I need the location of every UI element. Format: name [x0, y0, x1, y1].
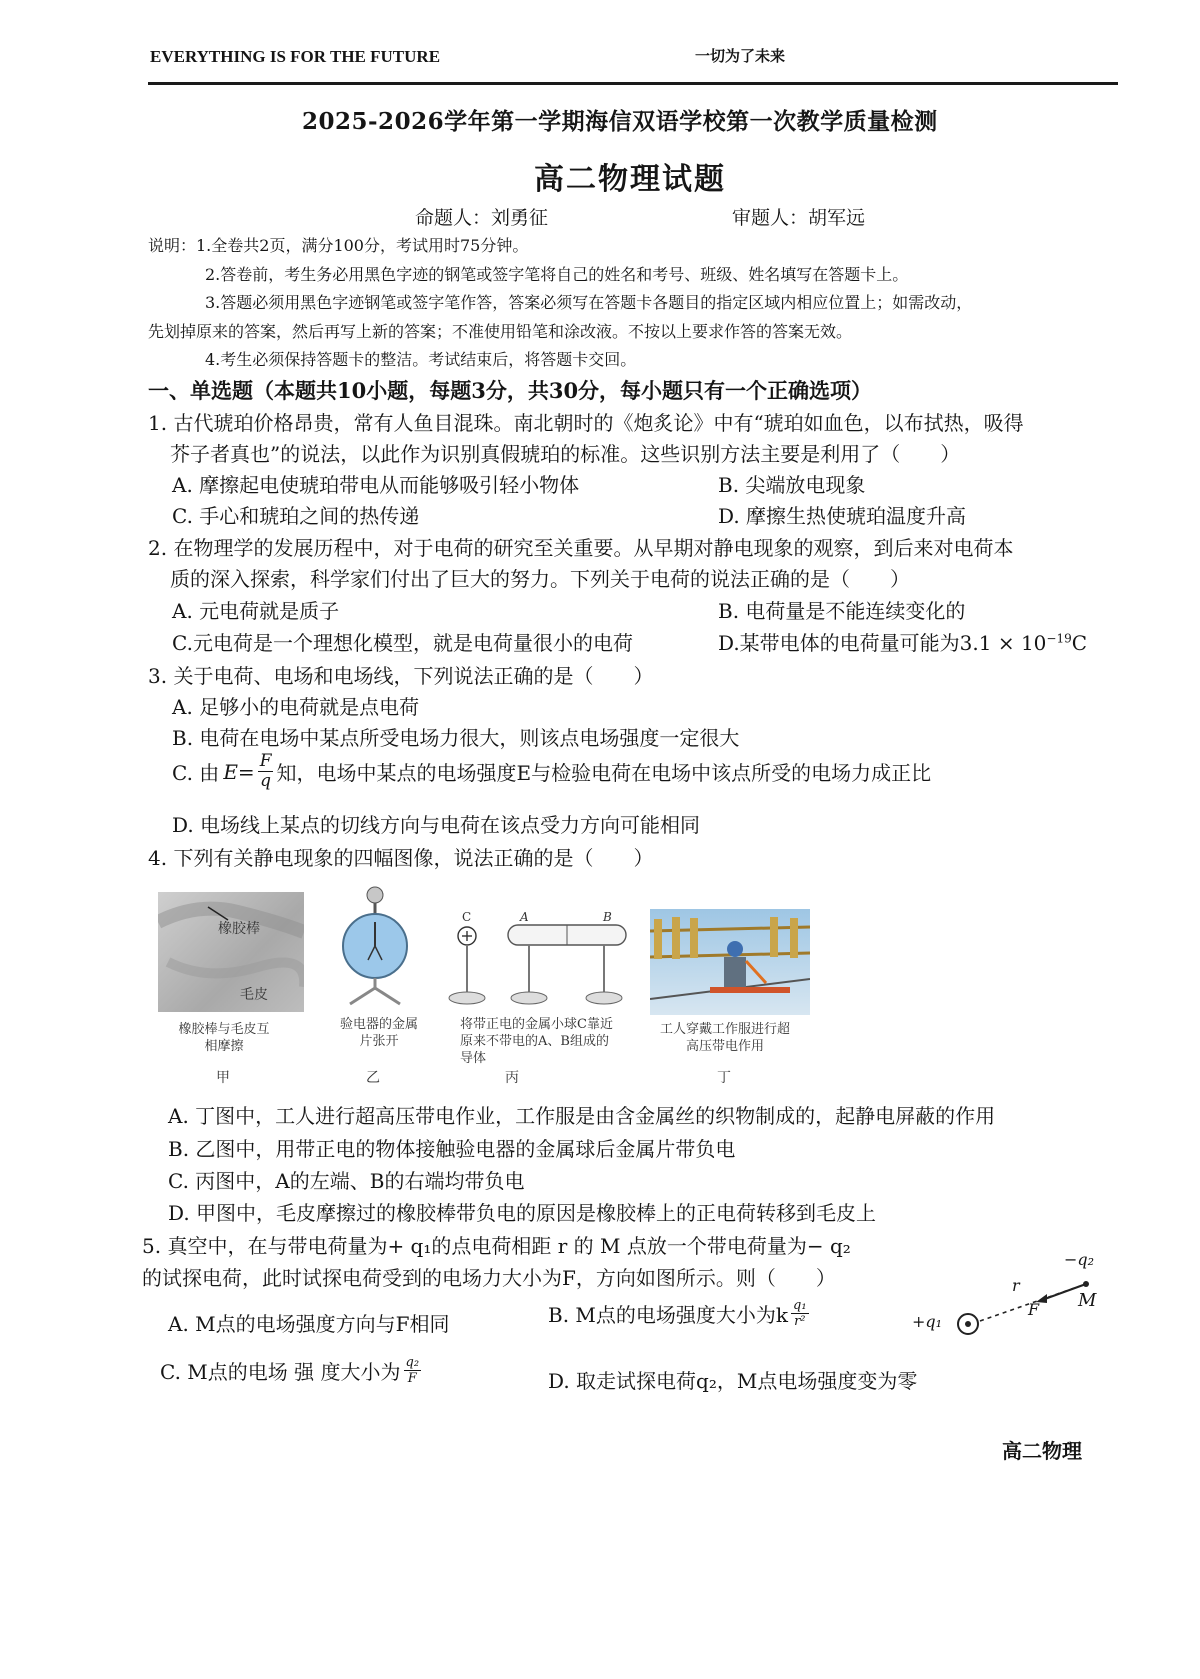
q1-option-d: D. 摩擦生热使琥珀温度升高	[718, 504, 967, 528]
q3-stem: 3. 关于电荷、电场和电场线，下列说法正确的是（ ）	[148, 664, 654, 688]
q2-option-b: B. 电荷量是不能连续变化的	[718, 599, 966, 623]
exam-subject: 高二物理试题	[534, 162, 726, 197]
figure-jia-caption: 橡胶棒与毛皮互相摩擦	[178, 1022, 270, 1054]
figure-jia-tag: 甲	[216, 1070, 230, 1086]
q3-option-a: A. 足够小的电荷就是点电荷	[172, 695, 420, 719]
note-4: 4.考生必须保持答题卡的整洁。考试结束后，将答题卡交回。	[205, 350, 637, 369]
fig-bing-label-b: B	[603, 910, 612, 924]
q4-option-a: A. 丁图中，工人进行超高压带电作业，工作服是由含金属丝的织物制成的，起静电屏蔽的作用	[168, 1104, 996, 1128]
figure-bing-caption: 将带正电的金属小球C靠近原来不带电的A、B组成的导体	[460, 1017, 613, 1066]
q5-option-a: A. M点的电场强度方向与F相同	[168, 1312, 450, 1336]
figure-bing-tag: 丙	[505, 1070, 519, 1086]
q2-stem-line2: 质的深入探索，科学家们付出了巨大的努力。下列关于电荷的说法正确的是（ ）	[170, 567, 910, 591]
q5-stem-line2: 的试探电荷，此时试探电荷受到的电场力大小为F，方向如图所示。则（ ）	[142, 1266, 836, 1290]
note-1: 说明：1.全卷共2页，满分100分，考试用时75分钟。	[148, 236, 529, 255]
q5-option-b: B. M点的电场强度大小为k $\frac{\text{q₁}}{\text{r²}}$	[548, 1298, 807, 1329]
figure-bing-conductor	[444, 912, 634, 1010]
q1-stem-line2: 芥子者真也”的说法，以此作为识别真假琥珀的标准。这些识别方法主要是利用了（ ）	[170, 442, 961, 466]
q5-fig-label-f: F	[1028, 1300, 1040, 1319]
figure-yi-electroscope	[332, 884, 422, 1008]
figure-ding-tag: 丁	[717, 1070, 731, 1086]
q3-formula-fraction: $\frac{F}{q}$	[259, 751, 272, 791]
fur-rod-illustration	[158, 892, 304, 1012]
figure-ding-photo	[650, 909, 810, 1015]
q1-option-a: A. 摩擦起电使琥珀带电从而能够吸引轻小物体	[172, 473, 580, 497]
q5-c-fraction: $\frac{\text{q₂}}{F}$	[405, 1355, 420, 1386]
q4-stem: 4. 下列有关静电现象的四幅图像，说法正确的是（ ）	[148, 846, 654, 870]
figure-yi-tag: 乙	[366, 1070, 380, 1086]
note-3: 3.答题必须用黑色字迹钢笔或签字笔作答，答案必须写在答题卡各题目的指定区域内相应位置上；如需改动，	[205, 293, 973, 312]
fig-jia-label-rod: 橡胶棒	[218, 921, 260, 937]
exam-title: 2025-2026学年第一学期海信双语学校第一次教学质量检测	[302, 108, 938, 135]
q5-stem-line1: 5. 真空中，在与带电荷量为+ q₁的点电荷相距 r 的 M 点放一个带电荷量为− q₂	[142, 1234, 851, 1258]
figure-yi-caption: 验电器的金属片张开	[339, 1017, 418, 1049]
q1-option-c: C. 手心和琥珀之间的热传递	[172, 504, 420, 528]
q5-fig-label-m: M	[1078, 1290, 1097, 1311]
q1-option-b: B. 尖端放电现象	[718, 473, 866, 497]
header-left: EVERYTHING IS FOR THE FUTURE	[150, 47, 441, 66]
exam-author: 命题人：刘勇征	[415, 207, 549, 229]
q5-option-c: C. M点的电场 强 度大小为 $\frac{\text{q₂}}{F}$	[160, 1355, 420, 1386]
q5-fig-label-q1: +q₁	[912, 1312, 943, 1331]
q5-option-d: D. 取走试探电荷q₂，M点电场强度变为零	[548, 1369, 918, 1393]
q2-option-d: D.某带电体的电荷量可能为$3.1 \times 10^{-19}C$	[718, 631, 1088, 655]
header-right: 一切为了未来	[695, 47, 786, 65]
q4-option-c: C. 丙图中，A的左端、B的右端均带负电	[168, 1169, 525, 1193]
header-rule	[148, 82, 1118, 85]
q1-stem-line1: 1. 古代琥珀价格昂贵，常有人鱼目混珠。南北朝时的《炮炙论》中有“琥珀如血色，以布拭热，吸得	[148, 411, 1024, 435]
q5-fig-label-r: r	[1012, 1276, 1020, 1295]
q2-stem-line1: 2. 在物理学的发展历程中，对于电荷的研究至关重要。从早期对静电现象的观察，到后来对电荷本	[148, 536, 1014, 560]
q3-option-b: B. 电荷在电场中某点所受电场力很大，则该点电场强度一定很大	[172, 726, 740, 750]
figure-ding-caption: 工人穿戴工作服进行超高压带电作用	[660, 1022, 791, 1054]
q2-option-d-exponent: −19	[1046, 631, 1072, 646]
fig-bing-label-c: C	[462, 910, 472, 924]
section-heading: 一、单选题（本题共10小题，每题3分，共30分，每小题只有一个正确选项）	[148, 378, 873, 403]
q4-option-d: D. 甲图中，毛皮摩擦过的橡胶棒带负电的原因是橡胶棒上的正电荷转移到毛皮上	[168, 1201, 877, 1225]
q2-option-a: A. 元电荷就是质子	[172, 599, 340, 623]
fig-bing-label-a: A	[520, 910, 529, 924]
footer-subject: 高二物理	[1002, 1439, 1082, 1463]
q3-option-c: C. 由 E = $\frac{F}{q}$ 知，电场中某点的电场强度E与检验电荷在电场中该点所受的电场力成正比	[172, 751, 932, 791]
q4-option-b: B. 乙图中，用带正电的物体接触验电器的金属球后金属片带负电	[168, 1137, 736, 1161]
q5-b-fraction: $\frac{\text{q₁}}{\text{r²}}$	[793, 1298, 807, 1329]
q2-option-c: C.元电荷是一个理想化模型，就是电荷量很小的电荷	[172, 631, 633, 655]
q3-option-d: D. 电场线上某点的切线方向与电荷在该点受力方向可能相同	[172, 813, 701, 837]
worker-tower-illustration	[650, 909, 810, 1015]
q5-fig-label-q2: −q₂	[1064, 1250, 1095, 1269]
figure-jia-photo	[158, 892, 304, 1012]
fig-jia-label-fur: 毛皮	[240, 987, 268, 1003]
note-2: 2.答卷前，考生务必用黑色字迹的钢笔或签字笔将自己的姓名和考号、班级、姓名填写在答题卡上。	[205, 265, 909, 284]
exam-reviewer: 审题人：胡军远	[732, 207, 866, 229]
note-3-cont: 先划掉原来的答案，然后再写上新的答案；不准使用铅笔和涂改液。不按以上要求作答的答案无效。	[148, 322, 853, 341]
